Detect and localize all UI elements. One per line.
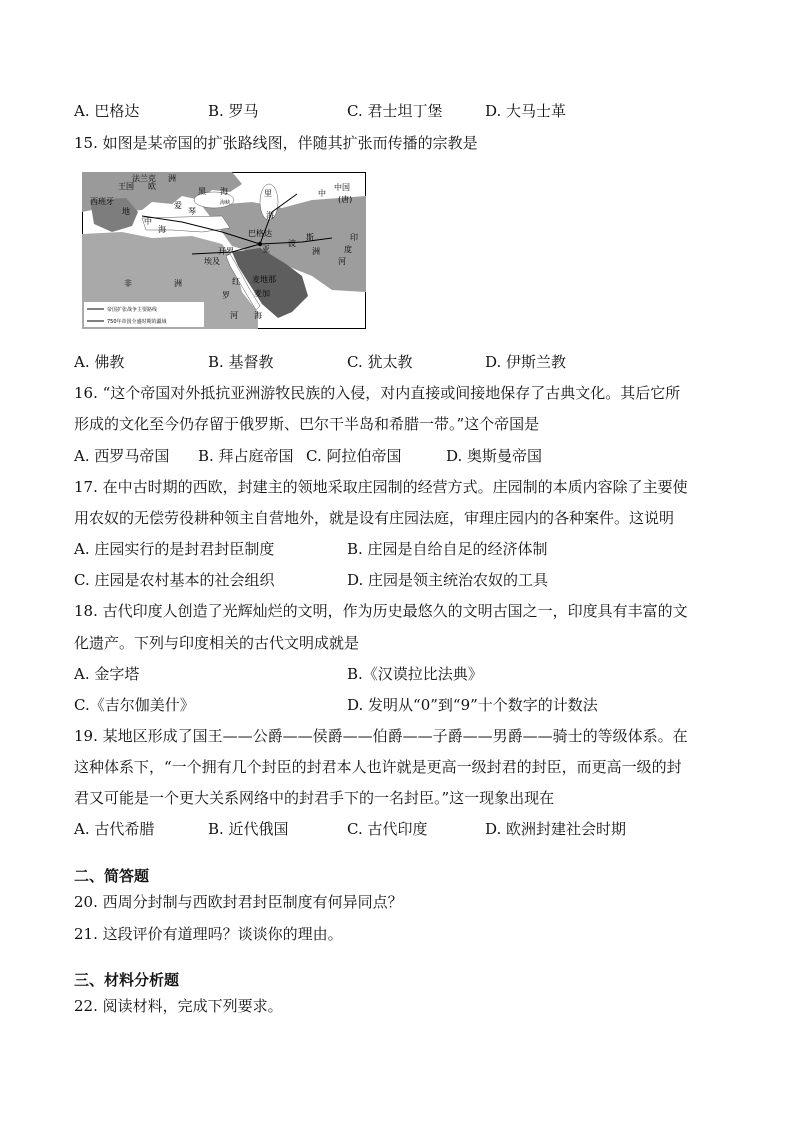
- q16-option-c: C. 阿拉伯帝国: [306, 447, 402, 465]
- section-3-title: 三、材料分析题: [74, 971, 180, 989]
- q19-stem-line-3: 君又可能是一个更大关系网络中的封君手下的一名封臣。”这一现象出现在: [74, 789, 555, 807]
- q15-stem: 15. 如图是某帝国的扩张路线图，伴随其扩张而传播的宗教是: [74, 134, 478, 152]
- map-label-tang: (唐): [338, 195, 353, 204]
- q20-stem: 20. 西周分封制与西欧封君封臣制度有何异同点？: [74, 893, 403, 911]
- q16-stem-line-2: 形成的文化至今仍存留于俄罗斯、巴尔干半岛和希腊一带。”这个帝国是: [74, 415, 540, 433]
- map-label-red: 红: [232, 277, 240, 286]
- q21-stem: 21. 这段评价有道理吗？谈谈你的理由。: [74, 925, 343, 943]
- q19-stem-line-1: 19. 某地区形成了国王——公爵——侯爵——伯爵——子爵——男爵——骑士的等级体系。在: [74, 727, 688, 745]
- q16-stem-line-1: 16. “这个帝国对外抵抗亚洲游牧民族的入侵，对内直接或间接地保存了古典文化。其后它所: [74, 384, 681, 402]
- map-label-du: 度: [344, 245, 352, 254]
- map-label-hei: 黑: [198, 187, 206, 196]
- map-label-spain: 西班牙: [90, 197, 114, 206]
- map-label-he: 河: [338, 257, 346, 266]
- map-label-hai-sea: 海: [158, 225, 166, 234]
- q14-option-a: A. 巴格达: [74, 102, 140, 120]
- map-label-zhou-asia: 洲: [312, 247, 320, 256]
- q18-option-b: B.《汉谟拉比法典》: [347, 665, 483, 683]
- q16-option-d: D. 奥斯曼帝国: [446, 447, 543, 465]
- q19-option-c: C. 古代印度: [347, 820, 428, 838]
- map-label-strait: 海峡: [220, 200, 231, 206]
- map-label-hai-caspian: 海: [266, 211, 274, 220]
- map-label-ou: 欧: [148, 182, 156, 191]
- q14-option-b: B. 罗马: [208, 102, 259, 120]
- map-label-egypt: 埃及: [204, 257, 220, 266]
- q14-option-c: C. 君士坦丁堡: [347, 102, 443, 120]
- q15-option-b: B. 基督教: [208, 353, 274, 371]
- q16-option-a: A. 西罗马帝国: [74, 447, 170, 465]
- map-label-ai: 爱: [174, 201, 182, 210]
- q17-option-d: D. 庄园是领主统治农奴的工具: [347, 571, 549, 589]
- q19-option-b: B. 近代俄国: [208, 820, 289, 838]
- map-label-zhong-asia: 中: [318, 189, 326, 198]
- map-label-zhou-af: 洲: [174, 279, 182, 288]
- q17-option-c: C. 庄园是农村基本的社会组织: [74, 571, 275, 589]
- map-label-zhong-sea: 中: [144, 217, 152, 226]
- q16-option-b: B. 拜占庭帝国: [198, 447, 294, 465]
- map-label-kingdom: 王国: [118, 182, 134, 191]
- q15-option-c: C. 犹太教: [347, 353, 413, 371]
- q18-option-a: A. 金字塔: [74, 665, 140, 683]
- map-label-di: 地: [122, 207, 130, 216]
- map-label-frankish: 法兰克: [132, 174, 156, 183]
- q18-option-d: D. 发明从“0”到“9”十个数字的计数法: [347, 696, 598, 714]
- map-legend-route: 帝国扩张战争主要路线: [107, 307, 158, 313]
- map-label-zhou-top: 洲: [168, 174, 176, 183]
- q18-stem-line-1: 18. 古代印度人创造了光辉灿烂的文明，作为历史最悠久的文明古国之一，印度具有丰富的文: [74, 602, 688, 620]
- map-label-cairo: 开罗: [218, 247, 234, 256]
- map-label-china: 中国: [334, 183, 350, 192]
- q18-stem-line-2: 化遗产。下列与印度相关的古代文明成就是: [74, 634, 360, 652]
- q15-option-d: D. 伊斯兰教: [485, 353, 567, 371]
- map-legend-territory: 750年帝国全盛时期的疆域: [107, 319, 167, 325]
- empire-expansion-map: [82, 172, 366, 329]
- map-label-hai-black: 海: [220, 187, 228, 196]
- map-label-mecca: 麦加: [254, 289, 270, 298]
- q15-option-a: A. 佛教: [74, 353, 125, 371]
- q18-option-c: C.《吉尔伽美什》: [74, 696, 195, 714]
- map-label-baghdad: 巴格达: [248, 229, 272, 238]
- map-label-qin: 琴: [188, 207, 196, 216]
- q19-option-a: A. 古代希腊: [74, 820, 155, 838]
- section-2-title: 二、简答题: [74, 867, 150, 885]
- q17-option-a: A. 庄园实行的是封君封臣制度: [74, 540, 275, 558]
- map-label-si: 斯: [306, 233, 314, 242]
- q14-option-d: D. 大马士革: [485, 102, 567, 120]
- map-label-he2: 河: [230, 311, 238, 320]
- q17-stem-line-1: 17. 在中古时期的西欧，封建主的领地采取庄园制的经营方式。庄园制的本质内容除了主要使: [74, 478, 688, 496]
- q22-stem: 22. 阅读材料，完成下列要求。: [74, 997, 283, 1015]
- map-label-hai-red: 海: [254, 311, 262, 320]
- map-label-africa: 非: [124, 279, 132, 288]
- map-label-yin: 印: [350, 233, 358, 242]
- q19-stem-line-2: 这种体系下，“一个拥有几个封臣的封君本人也许就是更高一级封君的封臣，而更高一级的封: [74, 758, 682, 776]
- q17-stem-line-2: 用农奴的无偿劳役耕种领主自营地外，就是设有庄园法庭，审理庄园内的各种案件。这说明: [74, 509, 675, 527]
- q19-option-d: D. 欧洲封建社会时期: [485, 820, 627, 838]
- map-label-luo: 罗: [222, 291, 230, 300]
- map-label-ya: 亚: [262, 245, 270, 254]
- q17-option-b: B. 庄园是自给自足的经济体制: [347, 540, 548, 558]
- map-label-bo: 波: [288, 239, 296, 248]
- map-label-medina: 麦地那: [252, 275, 276, 284]
- map-label-li: 里: [264, 189, 272, 198]
